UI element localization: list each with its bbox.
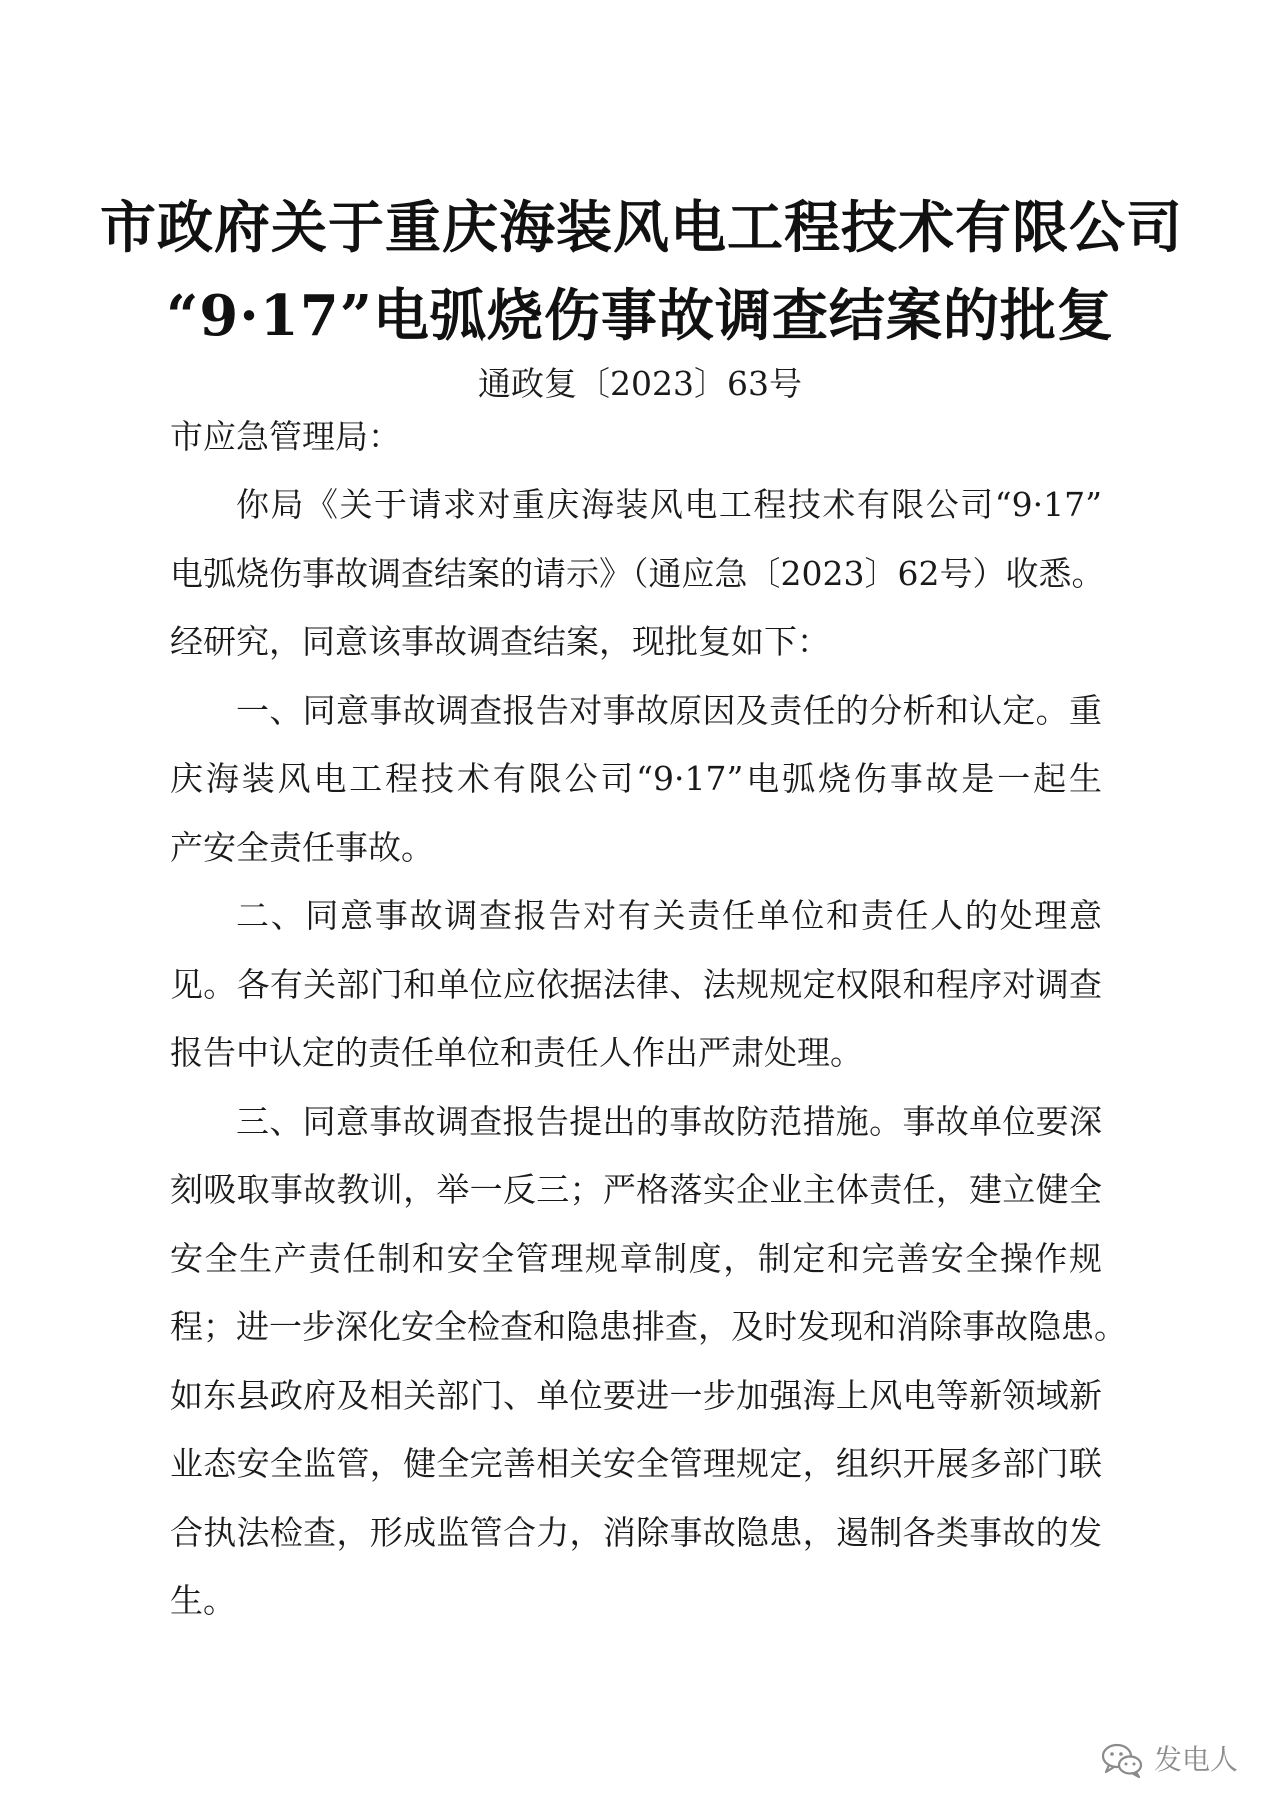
- body-line: 一、同意事故调查报告对事故原因及责任的分析和认定。重: [236, 691, 1102, 730]
- wechat-watermark: [1100, 1741, 1238, 1779]
- body-line: 安全生产责任制和安全管理规章制度，制定和完善安全操作规: [170, 1239, 1102, 1278]
- body-line: 如东县政府及相关部门、单位要进一步加强海上风电等新领域新: [170, 1376, 1102, 1415]
- body-line: 业态安全监管，健全完善相关安全管理规定，组织开展多部门联: [170, 1444, 1102, 1483]
- body-line: 生。: [170, 1581, 236, 1620]
- body-line: 三、同意事故调查报告提出的事故防范措施。事故单位要深: [236, 1102, 1102, 1141]
- document-title-line-2: “9·17”电弧烧伤事故调查结案的批复: [166, 283, 1114, 349]
- body-line: 报告中认定的责任单位和责任人作出严肃处理。: [170, 1033, 863, 1072]
- document-number: 通政复〔2023〕63号: [478, 364, 802, 403]
- document-title-line-1: 市政府关于重庆海装风电工程技术有限公司: [100, 195, 1183, 261]
- body-line: 合执法检查，形成监管合力，消除事故隐患，遏制各类事故的发: [170, 1513, 1102, 1552]
- body-line: 经研究，同意该事故调查结案，现批复如下：: [170, 622, 830, 661]
- body-line: 你局《关于请求对重庆海装风电工程技术有限公司“9·17”: [236, 485, 1102, 524]
- body-line: 产安全责任事故。: [170, 828, 434, 867]
- body-line: 电弧烧伤事故调查结案的请示》（通应急〔2023〕62号）收悉。: [170, 554, 1105, 593]
- body-line: 刻吸取事故教训，举一反三；严格落实企业主体责任，建立健全: [170, 1170, 1102, 1209]
- body-line: 程；进一步深化安全检查和隐患排查，及时发现和消除事故隐患。: [170, 1307, 1127, 1346]
- addressee: 市应急管理局：: [170, 417, 401, 456]
- watermark-label: 发电人: [1153, 1743, 1238, 1776]
- body-line: 二、同意事故调查报告对有关责任单位和责任人的处理意: [236, 896, 1102, 935]
- body-line: 庆海装风电工程技术有限公司“9·17”电弧烧伤事故是一起生: [170, 759, 1102, 798]
- wechat-icon: [1100, 1741, 1144, 1779]
- body-line: 见。各有关部门和单位应依据法律、法规规定权限和程序对调查: [170, 965, 1102, 1004]
